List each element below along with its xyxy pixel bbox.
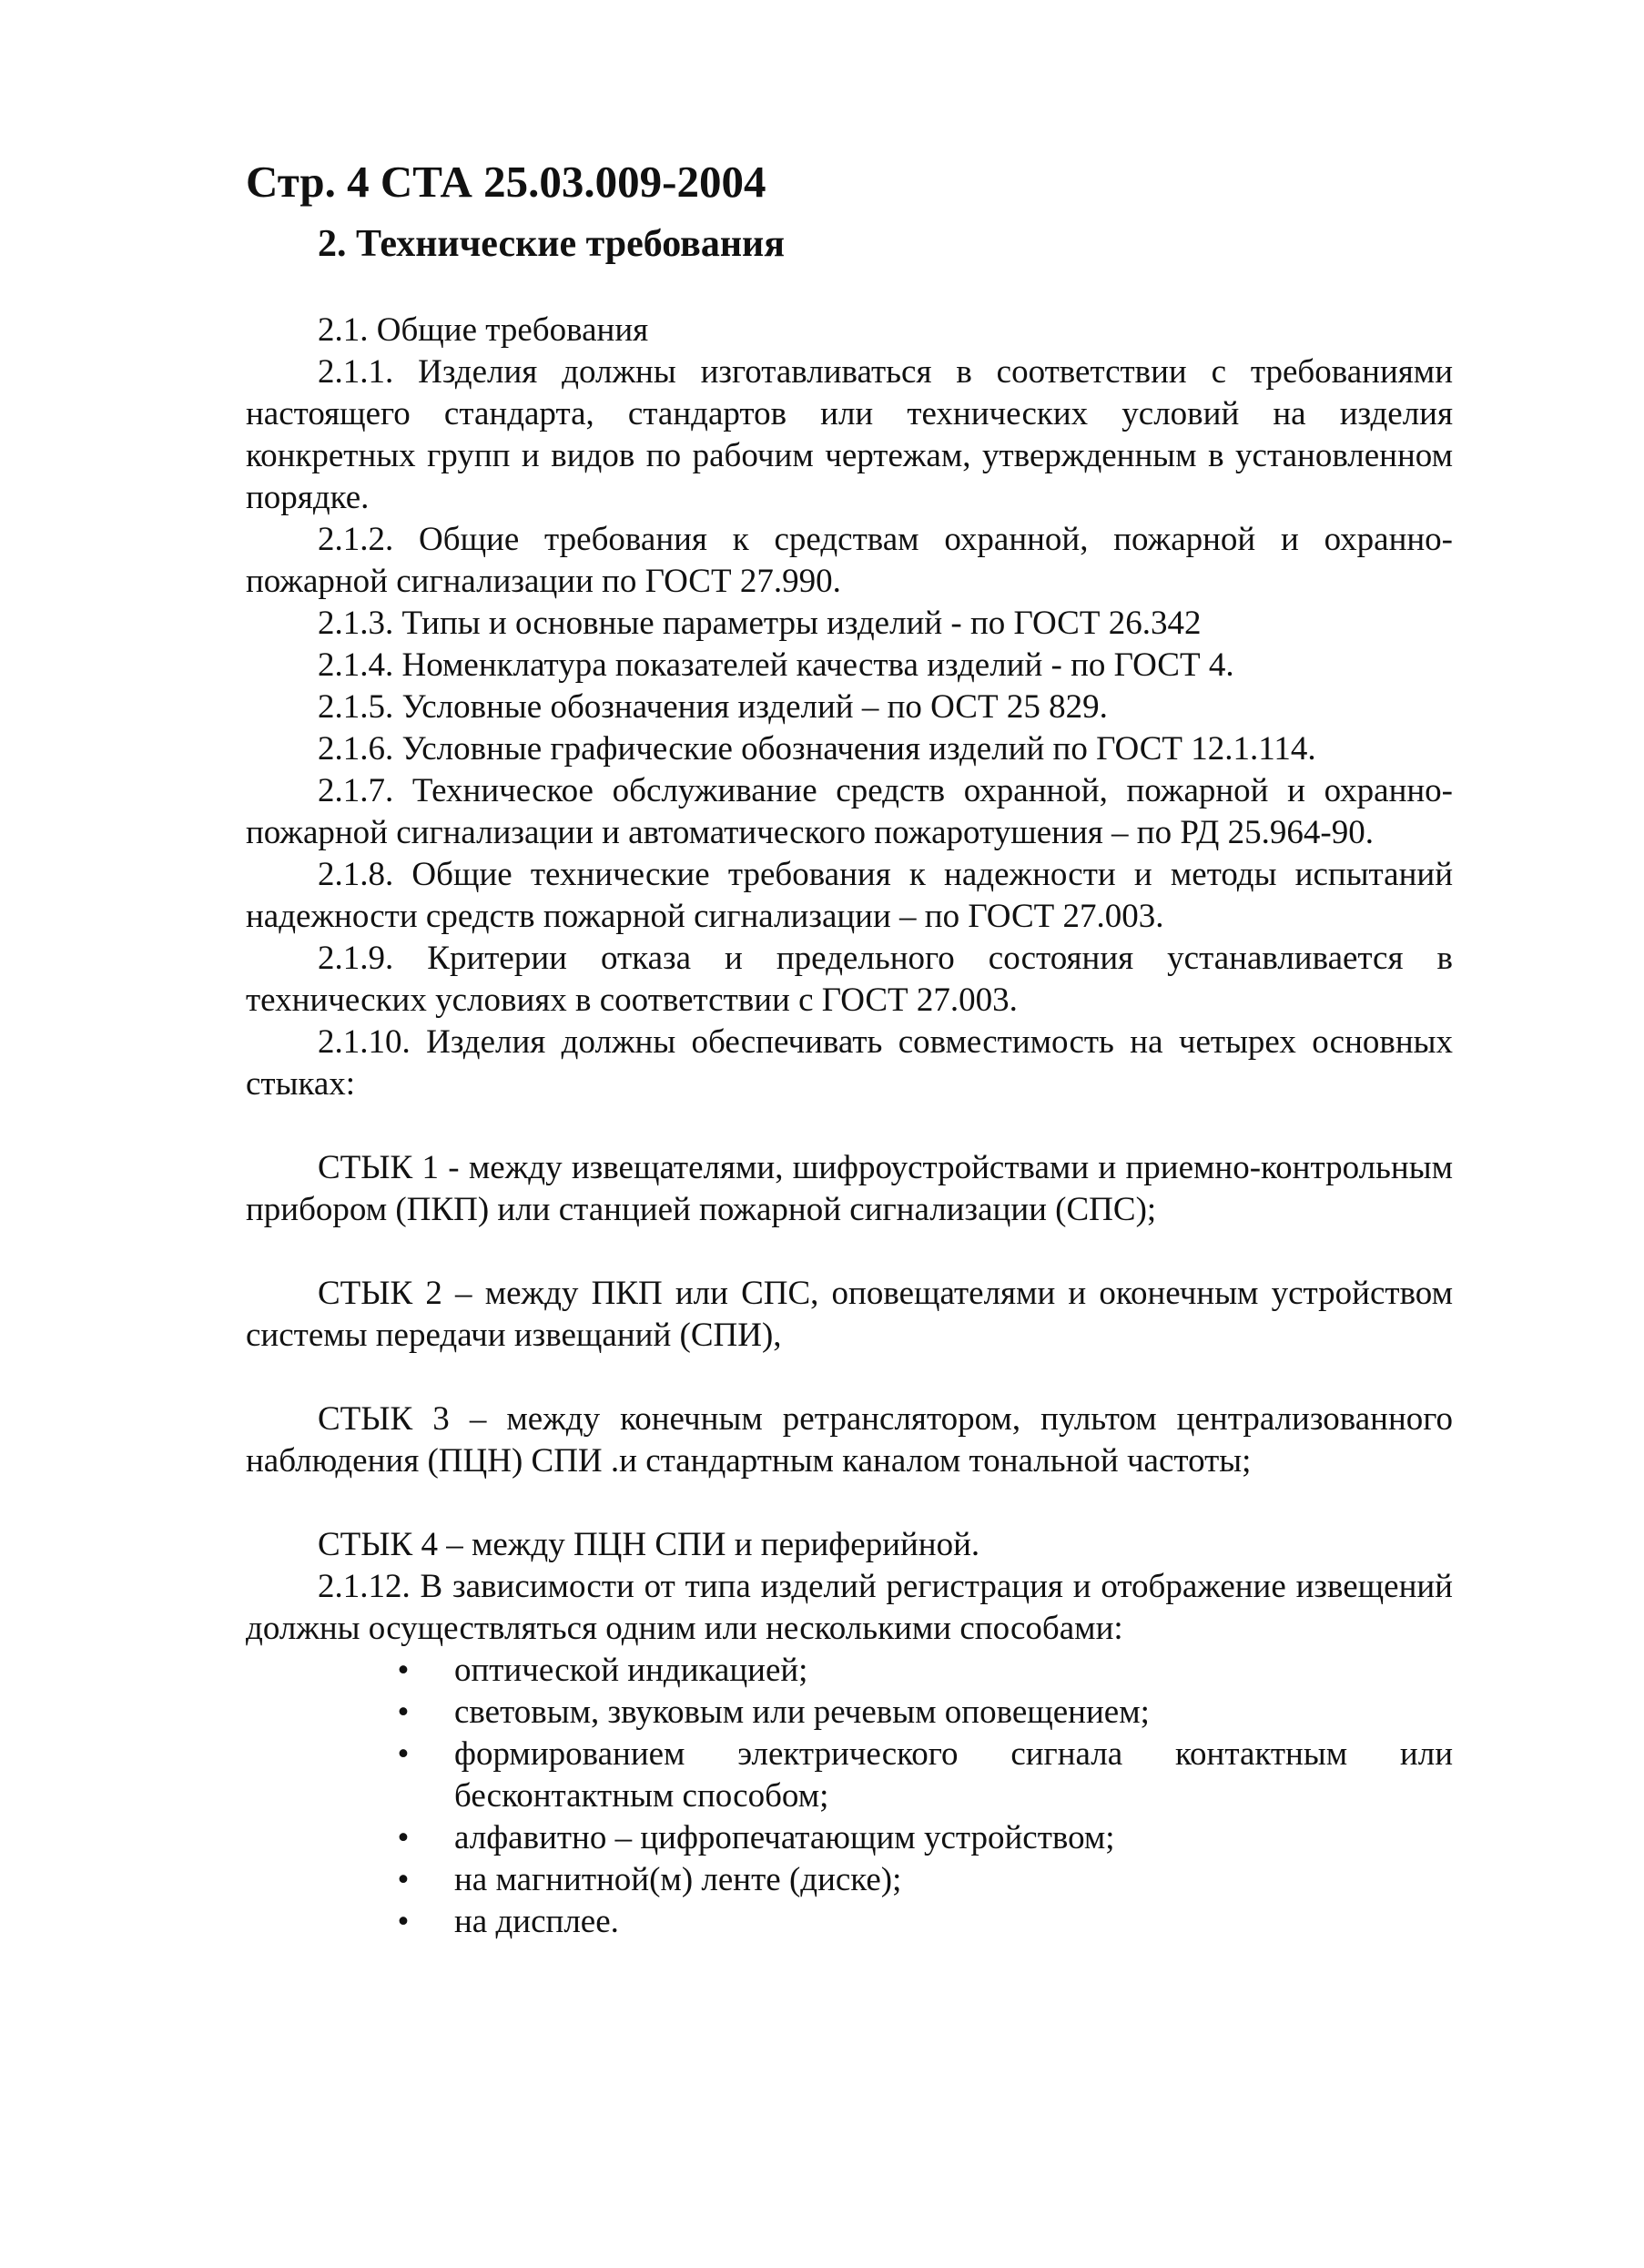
list-item: [397, 1901, 1453, 1943]
junction-2: СТЫК 2 – между ПКП или СПС, оповещателями и оконечным устройством системы передачи извещаний (СПИ),: [246, 1275, 1453, 1354]
spacer: [246, 1482, 1453, 1524]
bullet-icon: •: [397, 1735, 410, 1773]
display-methods-list: [246, 1650, 1453, 1943]
list-item: [397, 1650, 1453, 1692]
paragraph-2-1-4: 2.1.4. Номенклатура показателей качества изделий - по ГОСТ 4.: [318, 646, 1234, 684]
paragraph-2-1-3: 2.1.3. Типы и основные параметры изделий - по ГОСТ 26.342: [318, 605, 1202, 642]
spacer: [246, 1231, 1453, 1273]
bullet-icon: •: [397, 1652, 410, 1689]
paragraph-2-1-8: 2.1.8. Общие технические требования к надежности и методы испытаний надежности средств пожарной сигнализации – по ГОСТ 27.003.: [246, 856, 1453, 935]
paragraph-2-1-2: 2.1.2. Общие требования к средствам охранной, пожарной и охранно-пожарной сигнализации по ГОСТ 27.990.: [246, 521, 1453, 600]
junction-3: СТЫК 3 – между конечным ретранслятором, пультом централизованного наблюдения (ПЦН) СПИ .и стандартным каналом тональной частоты;: [246, 1400, 1453, 1480]
list-item-text: оптической индикацией;: [454, 1652, 808, 1689]
bullet-icon: •: [397, 1903, 410, 1940]
list-item-text: на магнитной(м) ленте (диске);: [454, 1861, 902, 1898]
list-item-text: световым, звуковым или речевым оповещением;: [454, 1693, 1150, 1731]
paragraph-2-1-9: 2.1.9. Критерии отказа и предельного состояния устанавливается в технических условиях в соответствии с ГОСТ 27.003.: [246, 940, 1453, 1019]
paragraph-2-1-12: 2.1.12. В зависимости от типа изделий регистрация и отображение извещений должны осуществляться одним или несколькими способами:: [246, 1568, 1453, 1647]
bullet-icon: •: [397, 1861, 410, 1898]
spacer: [246, 1105, 1453, 1147]
page-header: Стр. 4 СТА 25.03.009-2004: [246, 157, 766, 207]
paragraph-2-1-10: 2.1.10. Изделия должны обеспечивать совместимость на четырех основных стыках:: [246, 1023, 1453, 1103]
paragraph-2-1-7: 2.1.7. Техническое обслуживание средств охранной, пожарной и охранно- пожарной сигнализации и автоматического пожаротушения – по РД 25.964-90.: [246, 772, 1453, 851]
list-item: [397, 1859, 1453, 1901]
list-item: [397, 1692, 1453, 1734]
section-title: 2. Технические требования: [318, 223, 785, 265]
list-item-text: формированием электрического сигнала контактным или бесконтактным способом;: [454, 1735, 1453, 1815]
list-item: [397, 1817, 1453, 1859]
paragraph-2-1-5: 2.1.5. Условные обозначения изделий – по ОСТ 25 829.: [318, 688, 1108, 726]
paragraph-2-1-1: 2.1.1. Изделия должны изготавливаться в соответствии с требованиями настоящего стандарта, стандартов или технических условий на изделия конкретных групп и видов по рабочим чертежам, утвержденным в установленном порядке.: [246, 353, 1453, 516]
list-item: [397, 1734, 1453, 1817]
document-body: [246, 310, 1453, 1943]
paragraph-2-1: 2.1. Общие требования: [318, 311, 649, 349]
bullet-icon: •: [397, 1819, 410, 1856]
bullet-icon: •: [397, 1693, 410, 1731]
spacer: [246, 1357, 1453, 1398]
list-item-text: алфавитно – цифропечатающим устройством;: [454, 1819, 1115, 1856]
junction-4: СТЫК 4 – между ПЦН СПИ и периферийной.: [318, 1526, 980, 1563]
junction-1: СТЫК 1 - между извещателями, шифроустройствами и приемно-контрольным прибором (ПКП) или станцией пожарной сигнализации (СПС);: [246, 1149, 1453, 1228]
paragraph-2-1-6: 2.1.6. Условные графические обозначения изделий по ГОСТ 12.1.114.: [318, 730, 1316, 768]
list-item-text: на дисплее.: [454, 1903, 619, 1940]
